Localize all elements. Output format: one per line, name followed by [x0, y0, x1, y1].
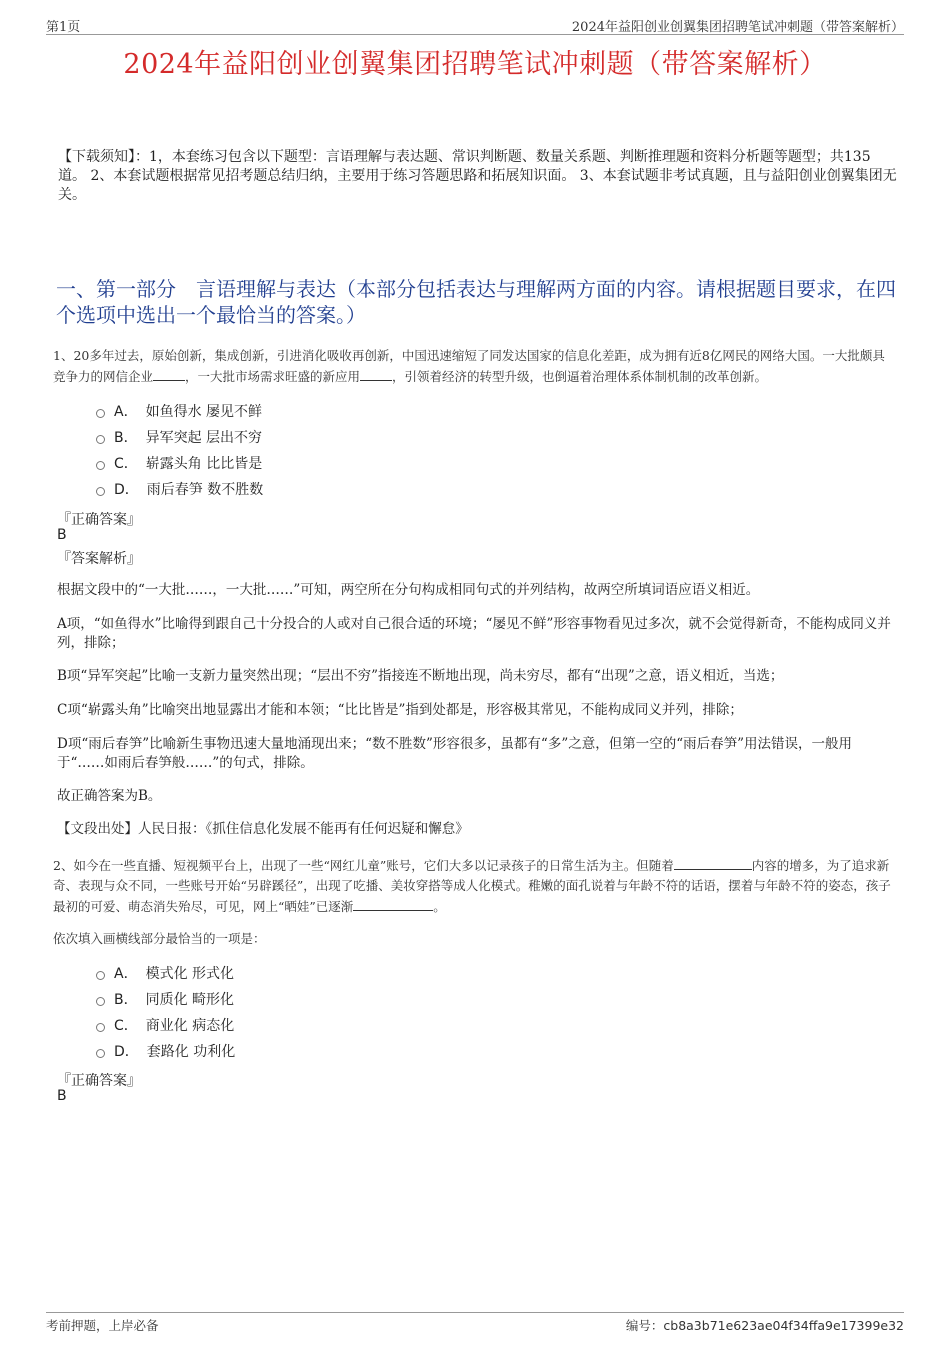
answer-value: B	[57, 1088, 67, 1104]
analysis-paragraph: C项“崭露头角”比喻突出地显露出才能和本领；“比比皆是”指到处都是，形容极其常见，不能构成同义并列，排除；	[57, 702, 743, 718]
question-1-stem: 1、20多年过去，原始创新，集成创新，引进消化吸收再创新，中国迅速缩短了同发达国家的信息化差距，成为拥有近8亿网民的网络大国。一大批颇具竞争力的网信企业 ，一大批市场需求旺盛的新应用 ，引领着经济的转型升级，也倒逼着治理体系体制机制的改革创新。	[53, 348, 885, 384]
option-b[interactable]: B． 异军突起 层出不穷	[96, 424, 496, 450]
analysis-conclusion: 故正确答案为B。	[57, 788, 162, 804]
option-b[interactable]: B． 同质化 畸形化	[96, 986, 496, 1012]
radio-icon[interactable]	[96, 409, 105, 418]
section-title: 一、第一部分 言语理解与表达（本部分包括表达与理解两方面的内容。请根据题目要求，在四个选项中选出一个最恰当的答案。）	[56, 277, 896, 327]
question-2-options	[96, 960, 496, 1064]
analysis-paragraph: A项，“如鱼得水”比喻得到跟自己十分投合的人或对自己很合适的环境；“屡见不鲜”形容事物看见过多次，就不会觉得新奇，不能构成同义并列，排除；	[57, 616, 891, 651]
option-a[interactable]: A． 如鱼得水 屡见不鲜	[96, 398, 496, 424]
analysis-paragraph: D项“雨后春笋”比喻新生事物迅速大量地涌现出来；“数不胜数”形容很多，虽都有“多”之意，但第一空的“雨后春笋”用法错误，一般用于“……如雨后春笋般……”的句式，排除。	[57, 736, 853, 771]
blank-2	[353, 896, 433, 911]
option-a[interactable]: A． 模式化 形式化	[96, 960, 496, 986]
document-title: 2024年益阳创业创翼集团招聘笔试冲刺题（带答案解析）	[123, 49, 827, 80]
radio-icon[interactable]	[96, 1023, 105, 1032]
analysis-paragraph: B项“异军突起”比喻一支新力量突然出现；“层出不穷”指接连不断地出现，尚未穷尽，都有“出现”之意，语义相近，当选；	[57, 668, 784, 684]
option-d[interactable]: D． 雨后春笋 数不胜数	[96, 476, 496, 502]
option-d[interactable]: D． 套路化 功利化	[96, 1038, 496, 1064]
blank-1	[674, 855, 752, 870]
footer-slogan: 考前押题，上岸必备	[46, 1318, 159, 1333]
answer-label: 『正确答案』	[57, 1073, 141, 1089]
page-footer	[46, 1312, 904, 1335]
radio-icon[interactable]	[96, 971, 105, 980]
answer-value: B	[57, 527, 67, 543]
radio-icon[interactable]	[96, 435, 105, 444]
page-number: 第1页	[46, 20, 81, 35]
header-doc-title: 2024年益阳创业创翼集团招聘笔试冲刺题（带答案解析）	[571, 20, 904, 35]
blank-1	[153, 366, 185, 381]
question-1-options	[96, 398, 496, 502]
question-2-prompt: 依次填入画横线部分最恰当的一项是：	[53, 931, 266, 946]
analysis-label: 『答案解析』	[57, 551, 141, 567]
radio-icon[interactable]	[96, 997, 105, 1006]
document-code: 编号：cb8a3b71e623ae04f34ffa9e17399e32	[625, 1318, 904, 1333]
download-notice: 【下载须知】：1，本套练习包含以下题型：言语理解与表达题、常识判断题、数量关系题、判断推理题和资料分析题等题型；共135道。 2、本套试题根据常见招考题总结归纳，主要用于练习答题思路和拓展知识面。 3、本套试题非考试真题，且与益阳创业创翼集团无关。	[58, 149, 897, 203]
option-c[interactable]: C． 商业化 病态化	[96, 1012, 496, 1038]
blank-2	[360, 366, 392, 381]
radio-icon[interactable]	[96, 461, 105, 470]
radio-icon[interactable]	[96, 1049, 105, 1058]
page-header	[46, 14, 904, 35]
question-2-stem: 2、如今在一些直播、短视频平台上，出现了一些“网红儿童”账号，它们大多以记录孩子的日常生活为主。但随着 内容的增多，为了追求新奇、表现与众不同，一些账号开始“另辟蹊径”，出现了吃播、美妆穿搭等成人化模式。稚嫩的面孔说着与年龄不符的话语，摆着与年龄不符的姿态，孩子最初的可爱、萌态消失殆尽，可见，网上“晒娃”已逐渐 。	[53, 855, 895, 917]
option-c[interactable]: C． 崭露头角 比比皆是	[96, 450, 496, 476]
analysis-paragraph: 根据文段中的“一大批……，一大批……”可知，两空所在分句构成相同句式的并列结构，故两空所填词语应语义相近。	[57, 582, 760, 598]
answer-label: 『正确答案』	[57, 512, 141, 528]
source-citation: 【文段出处】人民日报：《抓住信息化发展不能再有任何迟疑和懈怠》	[57, 821, 469, 837]
radio-icon[interactable]	[96, 487, 105, 496]
